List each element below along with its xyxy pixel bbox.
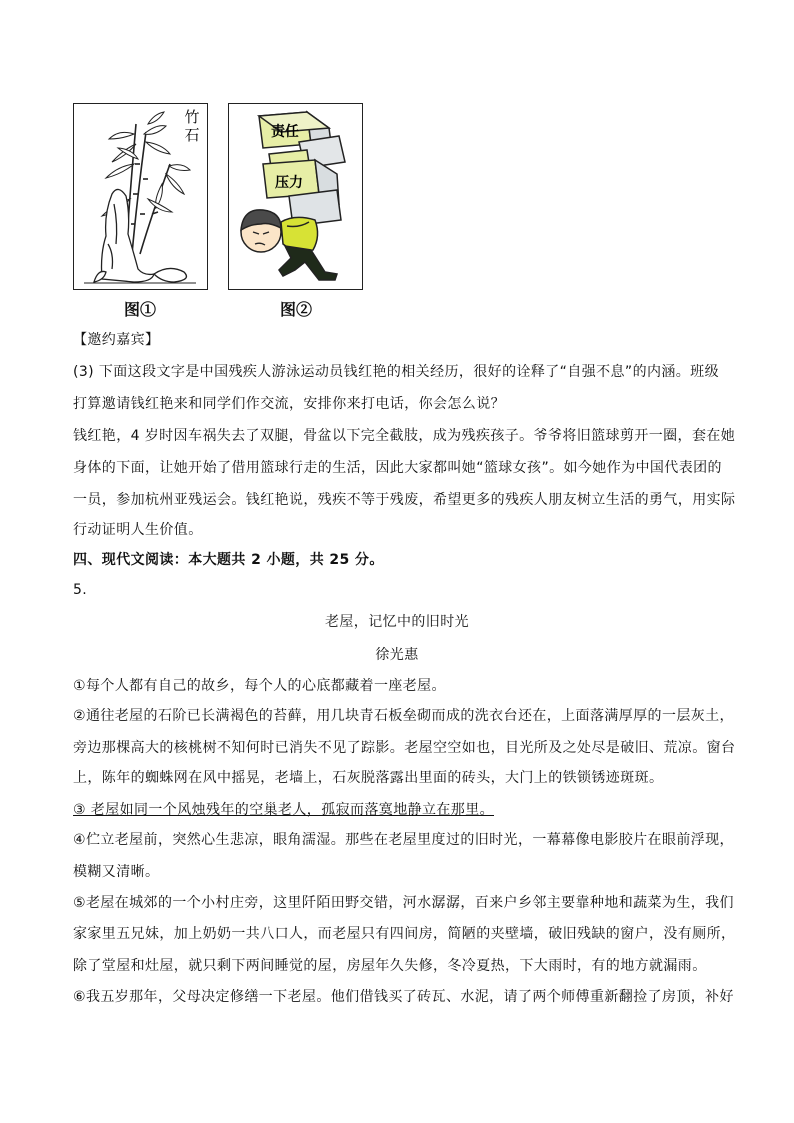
article-line-5-underlined: ③ 老屋如同一个风烛残年的空巢老人，孤寂而落寞地静立在那里。	[73, 802, 494, 818]
article-line-11: ⑥我五岁那年，父母决定修缮一下老屋。他们借钱买了砖瓦、水泥，请了两个师傅重新翻捡了房顶，补好	[73, 989, 734, 1005]
article-line-4: 上，陈年的蜘蛛网在风中摇晃，老墙上，石灰脱落露出里面的砖头，大门上的铁锁锈迹斑斑。	[73, 770, 664, 786]
passage-line-2: 身体的下面，让她开始了借用篮球行走的生活，因此大家都叫她“篮球女孩”。如今她作为中国代表团的	[73, 460, 722, 476]
figure-boy-carrying-boxes	[228, 103, 363, 290]
article-line-10: 除了堂屋和灶屋，就只剩下两间睡觉的屋，房屋年久失修，冬冷夏热，下大雨时，有的地方就漏雨。	[73, 958, 707, 974]
fig1-vertical-char-1: 竹	[184, 108, 200, 126]
box-label-pressure: 压力	[275, 175, 303, 191]
fig1-vertical-char-2: 石	[184, 126, 200, 144]
figure-2-caption: 图②	[279, 300, 312, 319]
section-label-invite-guest: 【邀约嘉宾】	[73, 332, 160, 348]
article-author: 徐光惠	[375, 647, 419, 663]
boy-carrying-boxes-illustration	[229, 104, 361, 288]
figure-bamboo-rock	[73, 103, 208, 290]
article-line-7: 模糊又清晰。	[73, 864, 160, 880]
passage-line-4: 行动证明人生价值。	[73, 522, 203, 538]
article-title: 老屋，记忆中的旧时光	[325, 614, 469, 630]
question-number: 5.	[73, 582, 88, 598]
article-line-2: ②通往老屋的石阶已长满褐色的苔藓，用几块青石板垒砌而成的洗衣台还在，上面落满厚厚的一层灰土，	[73, 708, 734, 724]
section-4-heading: 四、现代文阅读：本大题共 2 小题，共 25 分。	[73, 552, 384, 568]
question-3-prompt-line-2: 打算邀请钱红艳来和同学们作交流，安排你来打电话，你会怎么说？	[73, 396, 505, 412]
question-3-prompt-line-1: (3) 下面这段文字是中国残疾人游泳运动员钱红艳的相关经历，很好的诠释了“自强不息”的内涵。班级	[73, 364, 719, 380]
figure-1-caption: 图①	[123, 300, 156, 319]
box-label-responsibility: 责任	[271, 124, 299, 140]
article-line-3: 旁边那棵高大的核桃树不知何时已消失不见了踪影。老屋空空如也，目光所及之处尽是破旧、荒凉。窗台	[73, 740, 736, 756]
bamboo-rock-illustration	[74, 104, 206, 288]
article-line-1: ①每个人都有自己的故乡，每个人的心底都藏着一座老屋。	[73, 678, 446, 694]
article-line-6: ④伫立老屋前，突然心生悲凉，眼角濡湿。那些在老屋里度过的旧时光，一幕幕像电影胶片在眼前浮现，	[73, 832, 734, 848]
article-line-9: 家家里五兄妹，加上奶奶一共八口人，而老屋只有四间房，简陋的夹壁墙，破旧残缺的窗户，没有厕所，	[73, 926, 736, 942]
article-line-8: ⑤老屋在城郊的一个小村庄旁，这里阡陌田野交错，河水潺潺，百来户乡邻主要靠种地和蔬菜为生，我们	[73, 895, 734, 911]
passage-line-3: 一员，参加杭州亚残运会。钱红艳说，残疾不等于残废，希望更多的残疾人朋友树立生活的勇气，用实际	[73, 492, 736, 508]
passage-line-1: 钱红艳，4 岁时因车祸失去了双腿，骨盆以下完全截肢，成为残疾孩子。爷爷将旧篮球剪开一圈，套在她	[73, 428, 736, 444]
